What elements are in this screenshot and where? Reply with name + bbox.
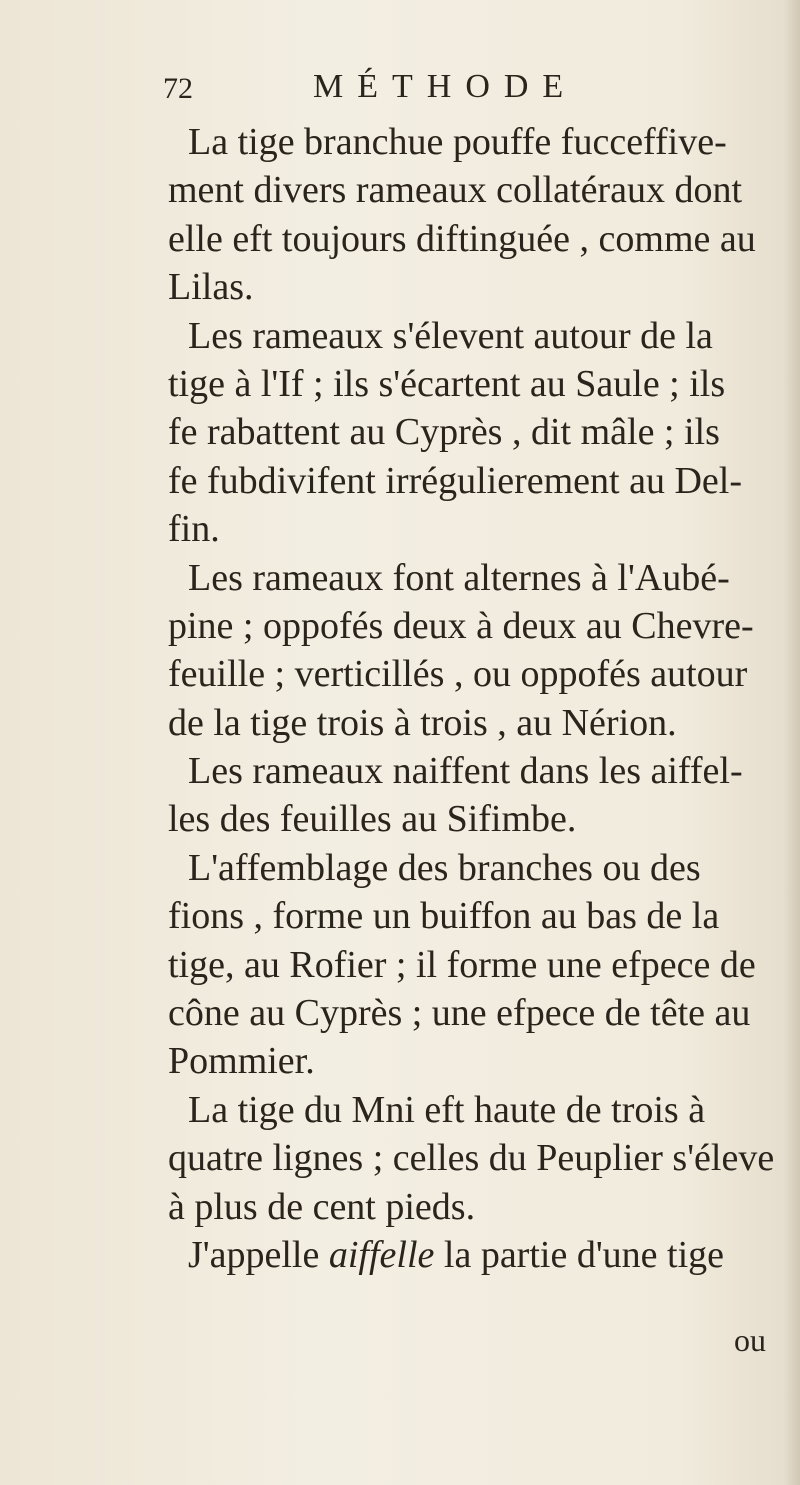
- text-line: fe rabattent au Cyprès , dit mâle ; ils: [168, 411, 720, 454]
- text-line: fe fubdivifent irrégulierement au Del-: [168, 459, 742, 502]
- text-line: pine ; oppofés deux à deux au Chevre-: [168, 604, 754, 647]
- catchword: ou: [734, 1322, 766, 1358]
- text-line: à plus de cent pieds.: [168, 1185, 476, 1228]
- text-line: Les rameaux font alternes à l'Aubé-: [188, 556, 730, 599]
- text-line: tige à l'If ; ils s'écartent au Saule ; ils: [168, 362, 726, 405]
- text-line: fions , forme un buiffon au bas de la: [168, 895, 720, 938]
- text-line: Lilas.: [168, 266, 254, 309]
- italic-term: aiffelle: [328, 1233, 435, 1276]
- text-run: J'appelle: [188, 1233, 329, 1276]
- text-line: L'affemblage des branches ou des: [188, 846, 701, 889]
- body-text: [168, 118, 798, 1279]
- text-line: tige, au Rofier ; il forme une efpece de: [168, 943, 756, 986]
- text-line: cône au Cyprès ; une efpece de tête au: [168, 992, 751, 1035]
- text-line: les des feuilles au Sifimbe.: [168, 798, 577, 841]
- text-line: Pommier.: [168, 1040, 315, 1083]
- text-line: Les rameaux s'élevent autour de la: [188, 314, 713, 357]
- running-title: MÉTHODE: [313, 68, 578, 105]
- text-line: ment divers rameaux collatéraux dont: [168, 169, 743, 212]
- text-line: feuille ; verticillés , ou oppofés autour: [168, 653, 748, 696]
- text-line: de la tige trois à trois , au Nérion.: [168, 701, 677, 744]
- text-line: La tige du Mni eft haute de trois à: [188, 1088, 706, 1131]
- text-line: fin.: [168, 508, 220, 551]
- text-line-last: [168, 1231, 798, 1279]
- text-line: elle eft toujours diftinguée , comme au: [168, 217, 756, 260]
- text-line: La tige branchue pouffe fucceffive-: [188, 121, 727, 163]
- text-line: quatre lignes ; celles du Peuplier s'éleve: [168, 1137, 775, 1180]
- page-header: [163, 68, 643, 116]
- text-line: Les rameaux naiffent dans les aiffel-: [188, 750, 743, 793]
- page-number: 72: [163, 72, 193, 105]
- text-run: la partie d'une tige: [434, 1233, 725, 1276]
